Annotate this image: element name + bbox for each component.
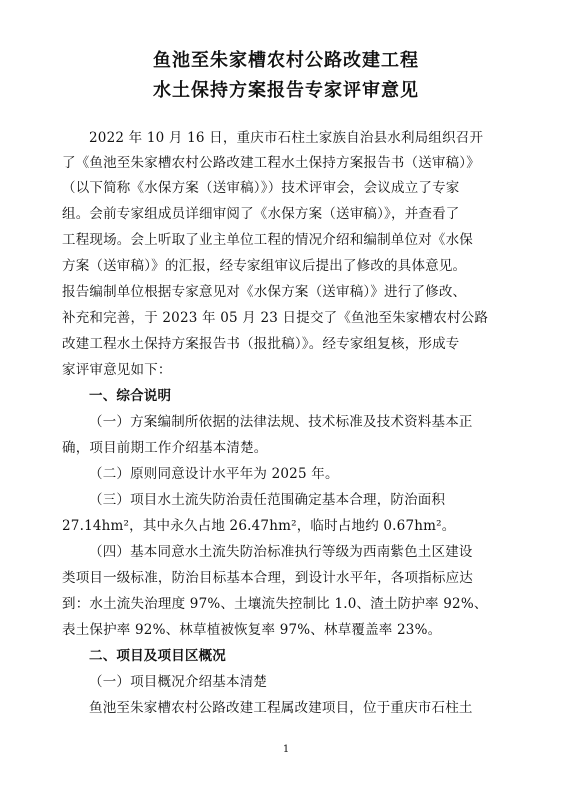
- document-title-line1: 鱼池至朱家槽农村公路改建工程: [153, 50, 419, 71]
- page-number: 1: [282, 744, 290, 755]
- paragraph-line: 工程现场。会上听取了业主单位工程的情况介绍和编制单位对《水保: [62, 232, 473, 248]
- section-heading-2: 二、项目及项目区概况: [89, 648, 226, 664]
- document-title-line2: 水土保持方案报告专家评审意见: [153, 80, 419, 101]
- paragraph-line: （二）原则同意设计水平年为 2025 年。: [89, 466, 339, 482]
- paragraph-line: 27.14hm²，其中永久占地 26.47hm²，临时占地约 0.67hm²。: [62, 518, 456, 534]
- paragraph-line: 组。会前专家组成员详细审阅了《水保方案（送审稿）》，并查看了: [62, 206, 460, 222]
- paragraph-line: （以下简称《水保方案（送审稿）》）技术评审会，会议成立了专家: [62, 180, 460, 196]
- paragraph-line: 报告编制单位根据专家意见对《水保方案（送审稿）》进行了修改、: [62, 284, 467, 300]
- paragraph-line: 鱼池至朱家槽农村公路改建工程属改建项目，位于重庆市石柱土: [89, 700, 473, 716]
- paragraph-line: （一）方案编制所依据的法律法规、技术标准及技术资料基本正: [89, 414, 473, 430]
- paragraph-line: 改建工程水土保持方案报告书（报批稿）》。经专家组复核，形成专: [62, 336, 460, 352]
- paragraph-line: （四）基本同意水土流失防治标准执行等级为西南紫色土区建设: [89, 544, 473, 560]
- paragraph-line: 2022 年 10 月 16 日，重庆市石柱土家族自治县水利局组织召开: [89, 130, 484, 146]
- paragraph-line: 确，项目前期工作介绍基本清楚。: [62, 440, 268, 456]
- paragraph-line: 方案（送审稿）》的汇报，经专家组审议后提出了修改的具体意见。: [62, 258, 467, 274]
- paragraph-line: 类项目一级标准，防治目标基本合理，到设计水平年，各项指标应达: [62, 570, 473, 586]
- section-heading-1: 一、综合说明: [89, 388, 172, 404]
- paragraph-line: 补充和完善，于 2023 年 05 月 23 日提交了《鱼池至朱家槽农村公路: [62, 310, 489, 326]
- paragraph-line: 表土保护率 92%、林草植被恢复率 97%、林草覆盖率 23%。: [62, 622, 442, 638]
- paragraph-line: 了《鱼池至朱家槽农村公路改建工程水土保持方案报告书（送审稿）》: [62, 155, 480, 171]
- paragraph-line: 家评审意见如下：: [62, 362, 172, 378]
- paragraph-line: （一）项目概况介绍基本清楚: [89, 674, 268, 690]
- paragraph-line: 到：水土流失治理度 97%、土壤流失控制比 1.0、渣土防护率 92%、: [62, 596, 488, 612]
- paragraph-line: （三）项目水土流失防治责任范围确定基本合理，防治面积: [89, 492, 446, 508]
